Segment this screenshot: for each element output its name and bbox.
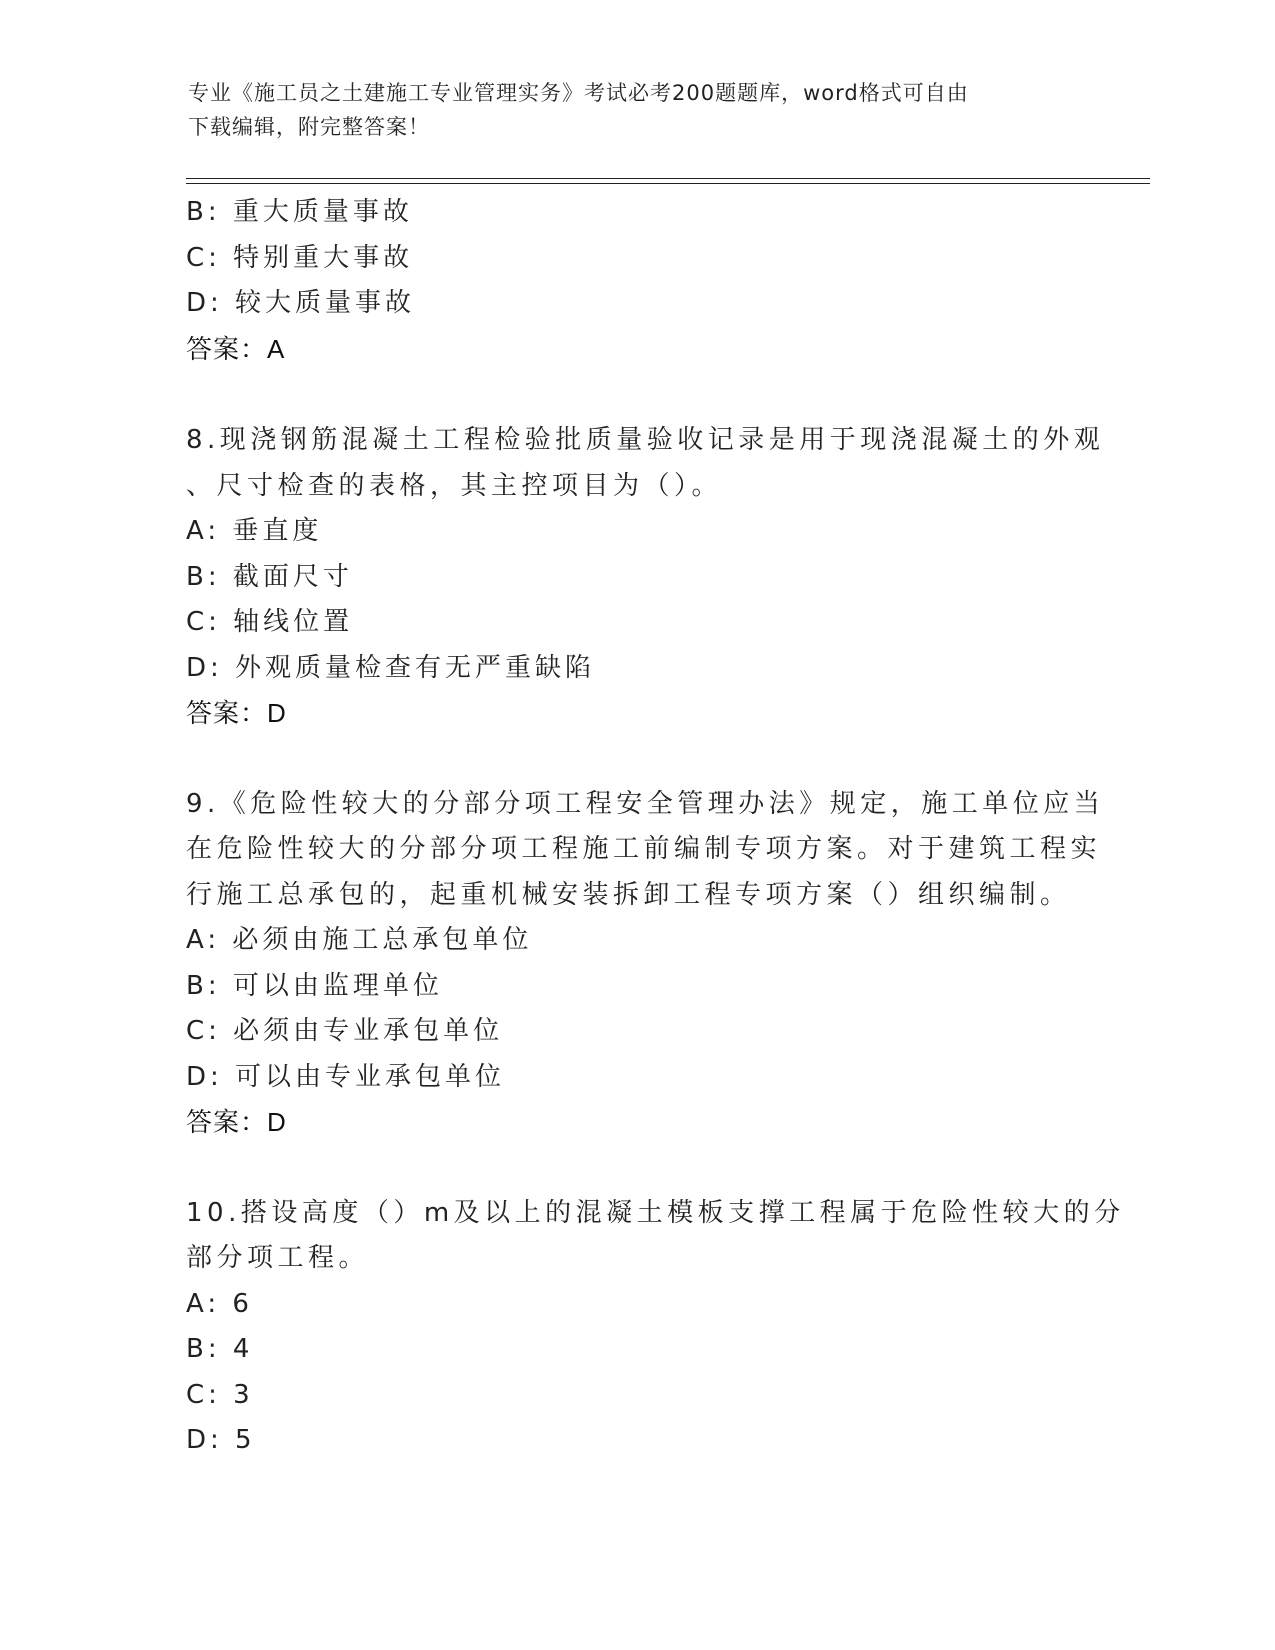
option-c: C: 3 (186, 1379, 254, 1410)
stem-line: 9.《危险性较大的分部分项工程安全管理办法》规定，施工单位应当 (186, 788, 1105, 819)
option-a: A: 垂直度 (186, 516, 323, 546)
question-7 (186, 190, 1066, 372)
option-d: D: 可以由专业承包单位 (186, 1061, 506, 1092)
document-header (188, 76, 1068, 144)
stem-line: 8.现浇钢筋混凝土工程检验批质量验收记录是用于现浇混凝土的外观 (186, 425, 1105, 455)
question-10 (186, 1191, 1125, 1464)
answer-line: 答案：A (186, 333, 286, 364)
option-b: B: 重大质量事故 (186, 197, 413, 227)
stem-line: 、尺寸检查的表格，其主控项目为（）。 (186, 470, 723, 501)
answer-line: 答案：D (186, 698, 287, 728)
question-stem (186, 782, 1105, 919)
option-b: B: 可以由监理单位 (186, 970, 443, 1001)
question-stem (186, 1191, 1125, 1282)
question-stem (186, 418, 1105, 509)
option-d: D: 较大质量事故 (186, 288, 416, 318)
answer-line: 答案：D (186, 1107, 287, 1137)
option-c: C: 特别重大事故 (186, 242, 414, 273)
option-d: D: 5 (186, 1425, 256, 1455)
question-list (186, 190, 1125, 1509)
question-9 (186, 782, 1105, 1146)
stem-line: 行施工总承包的，起重机械安装拆卸工程专项方案（）组织编制。 (186, 879, 1071, 910)
stem-line: 10.搭设高度（）m及以上的混凝土模板支撑工程属于危险性较大的分 (186, 1197, 1125, 1228)
header-title-line-2: 下载编辑，附完整答案！ (188, 115, 430, 139)
option-c: C: 轴线位置 (186, 607, 354, 637)
option-b: B: 截面尺寸 (186, 561, 353, 592)
option-d: D: 外观质量检查有无严重缺陷 (186, 652, 596, 683)
option-a: A: 6 (186, 1288, 253, 1319)
header-divider-top (186, 178, 1150, 179)
option-c: C: 必须由专业承包单位 (186, 1016, 504, 1046)
stem-line: 部分项工程。 (186, 1243, 370, 1273)
header-divider-bottom (186, 183, 1150, 184)
option-a: A: 必须由施工总承包单位 (186, 925, 533, 955)
stem-line: 在危险性较大的分部分项工程施工前编制专项方案。对于建筑工程实 (186, 834, 1102, 864)
option-b: B: 4 (186, 1334, 254, 1364)
question-8 (186, 418, 1105, 737)
header-title-line-1: 专业《施工员之土建施工专业管理实务》考试必考200题题库，word格式可自由 (188, 81, 969, 105)
